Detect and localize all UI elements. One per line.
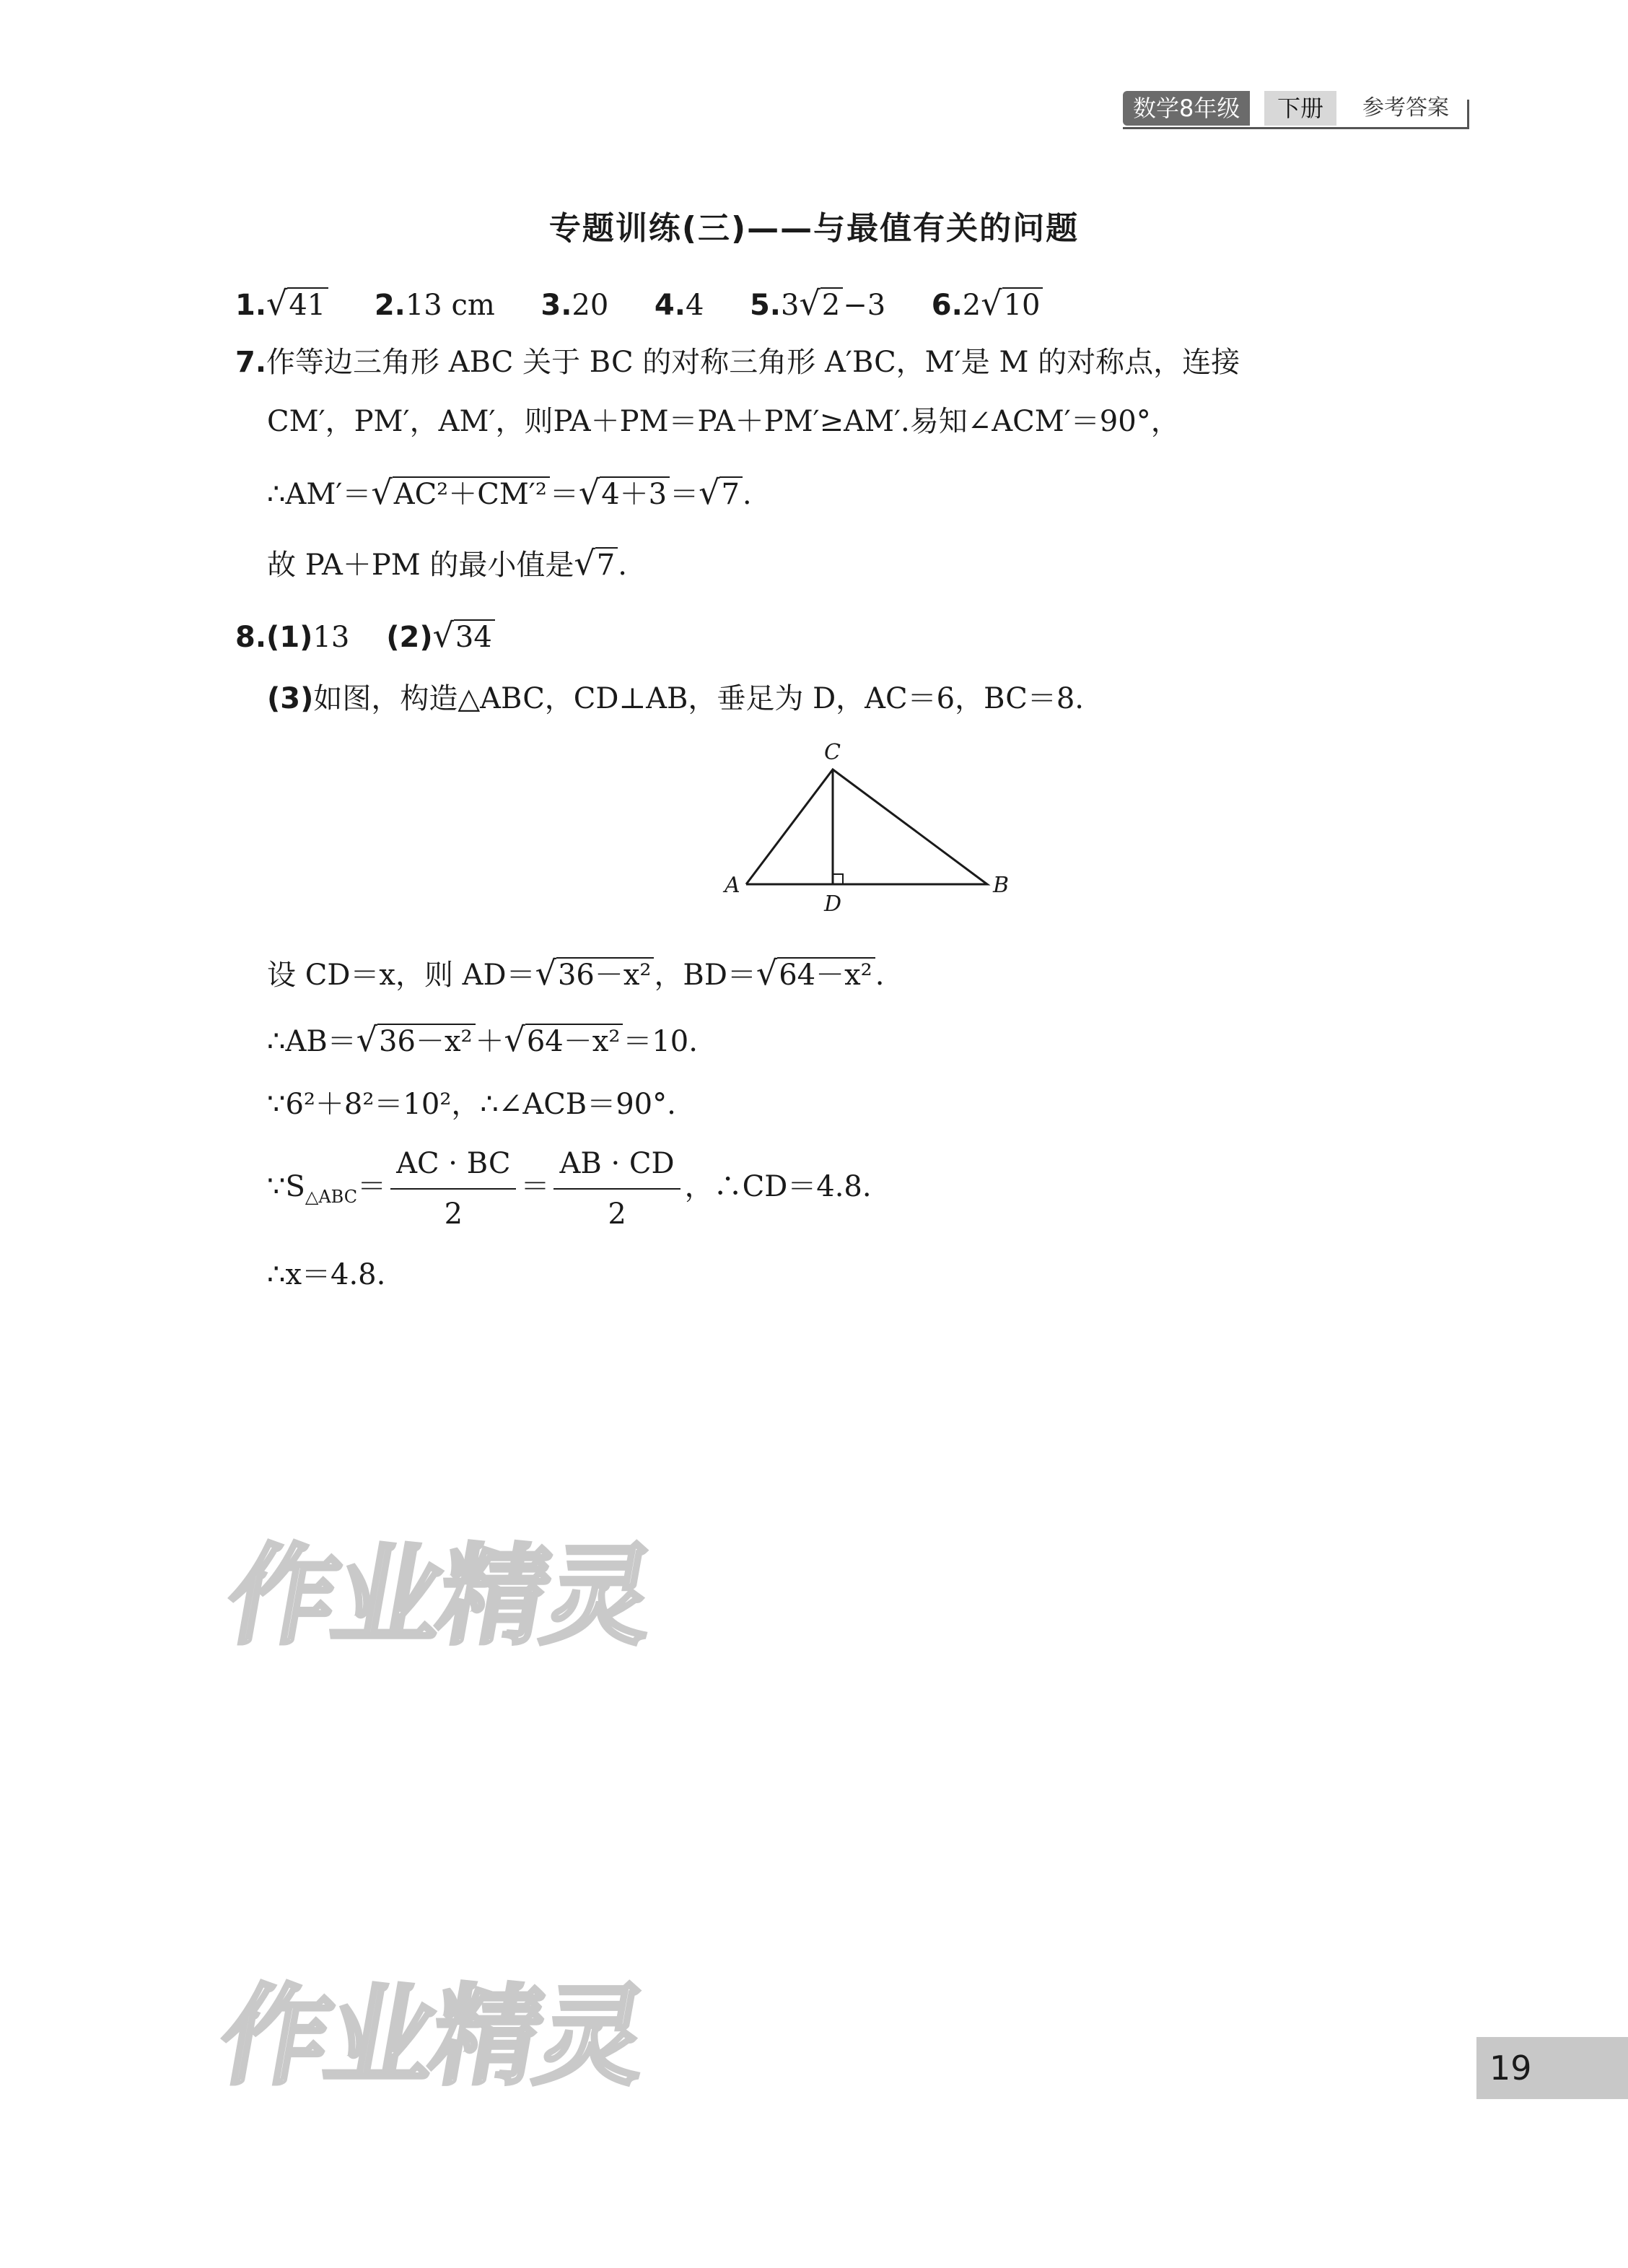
header-section: 参考答案 [1362, 95, 1449, 121]
q7-line-1: 7.作等边三角形 ABC 关于 BC 的对称三角形 A′BC，M′是 M 的对称点，连接 [235, 346, 1240, 379]
q8-step-1: 设 CD＝x，则 AD＝√36－x² ，BD＝√64－x² . [267, 954, 885, 993]
q7-line-4: 故 PA＋PM 的最小值是√7 . [267, 544, 627, 583]
header-rule [1123, 127, 1469, 129]
q8-step-3: ∵6²＋8²＝10²，∴∠ACB＝90°. [267, 1088, 676, 1121]
q8-step-2: ∴AB＝√36－x² ＋√64－x² ＝10. [267, 1020, 698, 1059]
q8-step-5: ∴x＝4.8. [267, 1258, 386, 1291]
header-subject: 数学8年级 [1123, 91, 1250, 126]
watermark-2: 作业精灵 [211, 1974, 655, 2100]
triangle-figure [714, 735, 1025, 930]
label-b: B [993, 873, 1010, 898]
q8-step-4: $\because S_{\triangle ABC}=$ $\frac{AC \cdot BC}{2}$ ＝ $\frac{AB \cdot CD}{2}$ ，∴CD＝4.8. [267, 1142, 872, 1236]
header-rule-end [1467, 100, 1469, 129]
label-c: C [824, 740, 841, 765]
q7-line-3: ∴AM′＝√AC²＋CM′² ＝√4＋3 ＝√7 . [267, 473, 752, 512]
right-angle-mark [833, 874, 843, 884]
page-number: 19 [1476, 2037, 1628, 2099]
q7-line-2: CM′，PM′，AM′，则PA＋PM＝PA＋PM′≥AM′.易知∠ACM′＝90°， [267, 405, 1180, 438]
watermark-1: 作业精灵 [218, 1534, 662, 1659]
q8-parts-1-2: 8.(1)13 (2)√34 [235, 615, 495, 658]
header-volume: 下册 [1264, 91, 1336, 126]
answers-row-1-6: 1.√41 2.13 cm 3.20 4.4 5.3√2 −3 6.2√10 [235, 283, 1043, 326]
page-title: 专题训练(三)——与最值有关的问题 [548, 210, 1080, 247]
label-d: D [824, 891, 842, 917]
q8-part-3-intro: (3)如图，构造△ABC，CD⊥AB，垂足为 D，AC＝6，BC＝8. [267, 682, 1085, 715]
triangle-abc [746, 769, 987, 884]
label-a: A [725, 873, 740, 898]
